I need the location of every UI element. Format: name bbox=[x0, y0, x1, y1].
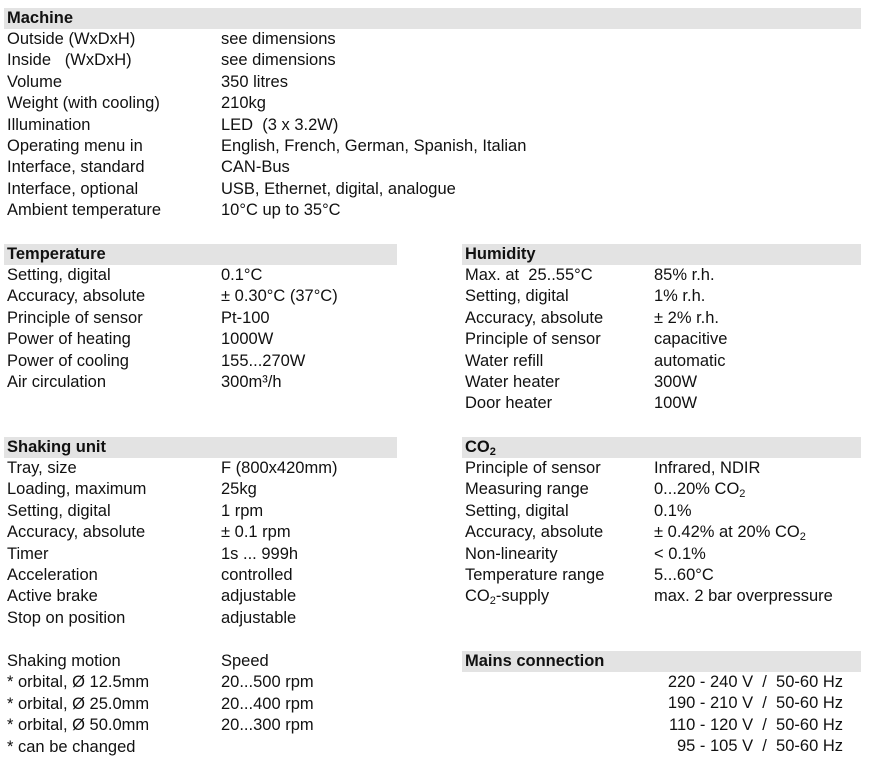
motion-header-label: Shaking motion bbox=[7, 652, 121, 670]
mains-row: 190 - 210 V / 50-60 Hz bbox=[667, 694, 843, 713]
spec-label: Operating menu in bbox=[7, 136, 143, 155]
spec-row bbox=[7, 329, 397, 350]
spec-row bbox=[465, 393, 861, 414]
spec-value-subscript: 2 bbox=[739, 488, 746, 501]
spec-label: Volume bbox=[7, 72, 63, 91]
spec-value: adjustable bbox=[221, 608, 297, 627]
spec-label: Interface, standard bbox=[7, 158, 145, 177]
motion-note: * can be changed bbox=[7, 737, 136, 756]
spec-row bbox=[465, 286, 861, 307]
spec-label: Principle of sensor bbox=[465, 330, 601, 349]
spec-row bbox=[7, 50, 861, 71]
spec-label: Air circulation bbox=[7, 372, 107, 391]
humidity-section bbox=[462, 244, 861, 415]
spec-row bbox=[7, 265, 397, 286]
spec-row bbox=[465, 544, 861, 565]
spec-value: ± 0.1 rpm bbox=[221, 523, 291, 542]
spec-value: 1% r.h. bbox=[654, 287, 706, 306]
spec-value: ± 2% r.h. bbox=[654, 308, 720, 327]
motion-label: * orbital, Ø 12.5mm bbox=[7, 673, 150, 692]
spec-label: Interface, optional bbox=[7, 179, 139, 198]
spec-row bbox=[7, 179, 861, 200]
machine-section bbox=[4, 8, 861, 222]
spec-row bbox=[7, 200, 861, 221]
spec-row bbox=[7, 136, 861, 157]
spec-label: Power of heating bbox=[7, 330, 131, 349]
spec-value-text: ± 0.42% at 20% CO bbox=[654, 523, 800, 542]
spec-value: controlled bbox=[221, 565, 293, 584]
spec-label: Door heater bbox=[465, 394, 553, 413]
spec-label: Outside (WxDxH) bbox=[7, 30, 136, 48]
spec-label-suffix: -supply bbox=[495, 587, 550, 606]
spec-value: ± 0.30°C (37°C) bbox=[221, 287, 338, 306]
co2-header bbox=[462, 437, 861, 458]
spec-row bbox=[465, 501, 861, 522]
spec-label: Accuracy, absolute bbox=[465, 308, 604, 327]
spec-value: see dimensions bbox=[221, 30, 336, 48]
spec-value: Infrared, NDIR bbox=[654, 459, 761, 477]
spec-value: adjustable bbox=[221, 587, 297, 606]
spec-value: USB, Ethernet, digital, analogue bbox=[221, 179, 456, 198]
motion-row bbox=[7, 694, 397, 715]
spec-label: Measuring range bbox=[465, 480, 589, 499]
spec-label: Accuracy, absolute bbox=[465, 523, 604, 542]
spec-row bbox=[465, 522, 861, 543]
shaking-unit-section bbox=[4, 437, 397, 629]
spec-label: Accuracy, absolute bbox=[7, 523, 146, 542]
spec-value: Pt-100 bbox=[221, 308, 270, 327]
spec-value: 1000W bbox=[221, 330, 274, 349]
spec-row bbox=[465, 351, 861, 372]
spec-value: CAN-Bus bbox=[221, 158, 290, 177]
motion-label: * orbital, Ø 50.0mm bbox=[7, 716, 150, 735]
spec-value: 300W bbox=[654, 372, 698, 391]
spec-label: Ambient temperature bbox=[7, 201, 162, 220]
mains-row: 110 - 120 V / 50-60 Hz bbox=[669, 715, 843, 734]
spec-row bbox=[7, 351, 397, 372]
spec-label: Principle of sensor bbox=[7, 308, 143, 327]
spec-label: Active brake bbox=[7, 587, 98, 606]
motion-header-value: Speed bbox=[221, 652, 269, 670]
shaking-unit-header: Shaking unit bbox=[4, 437, 397, 458]
spec-row bbox=[7, 157, 861, 178]
spec-label: Principle of sensor bbox=[465, 459, 601, 477]
temperature-section bbox=[4, 244, 397, 393]
spec-row bbox=[7, 93, 861, 114]
co2-section bbox=[462, 437, 861, 608]
spec-label: Illumination bbox=[7, 115, 91, 134]
spec-row bbox=[7, 522, 397, 543]
mains-connection-header: Mains connection bbox=[462, 651, 861, 672]
motion-value: 20...500 rpm bbox=[221, 673, 314, 692]
spec-label: Acceleration bbox=[7, 565, 98, 584]
spec-label: Power of cooling bbox=[7, 351, 129, 370]
spec-value: 100W bbox=[654, 394, 698, 413]
spec-label: Timer bbox=[7, 544, 49, 563]
spec-label-subscript: 2 bbox=[489, 595, 496, 608]
spec-value bbox=[654, 522, 806, 543]
motion-value: 20...400 rpm bbox=[221, 694, 314, 713]
spec-value: see dimensions bbox=[221, 51, 336, 70]
spec-label: Temperature range bbox=[465, 565, 605, 584]
machine-header: Machine bbox=[4, 8, 861, 29]
spec-value-subscript: 2 bbox=[799, 531, 806, 544]
spec-value: 350 litres bbox=[221, 72, 288, 91]
spec-row bbox=[465, 265, 861, 286]
spec-value: 10°C up to 35°C bbox=[221, 201, 341, 220]
motion-row bbox=[7, 672, 397, 693]
spec-label: Setting, digital bbox=[465, 287, 569, 306]
spec-value: 1 rpm bbox=[221, 501, 264, 520]
spec-row bbox=[7, 115, 861, 136]
spec-label: Max. at 25..55°C bbox=[465, 266, 593, 284]
spec-value: max. 2 bar overpressure bbox=[654, 587, 833, 606]
motion-row bbox=[7, 715, 397, 736]
spec-value: 85% r.h. bbox=[654, 266, 715, 284]
spec-row bbox=[7, 479, 397, 500]
spec-label: Setting, digital bbox=[465, 501, 569, 520]
spec-row bbox=[7, 72, 861, 93]
spec-value bbox=[654, 479, 745, 500]
spec-row bbox=[7, 565, 397, 586]
spec-label: Tray, size bbox=[7, 459, 77, 477]
spec-value: capacitive bbox=[654, 330, 728, 349]
spec-value: LED (3 x 3.2W) bbox=[221, 115, 339, 134]
spec-row bbox=[7, 501, 397, 522]
spec-row bbox=[7, 308, 397, 329]
spec-value: English, French, German, Spanish, Italian bbox=[221, 136, 527, 155]
spec-value: 1s ... 999h bbox=[221, 544, 299, 563]
spec-value: 210kg bbox=[221, 94, 266, 113]
motion-label: * orbital, Ø 25.0mm bbox=[7, 694, 150, 713]
spec-label: Inside (WxDxH) bbox=[7, 51, 132, 70]
spec-label bbox=[465, 586, 549, 607]
spec-label: Accuracy, absolute bbox=[7, 287, 146, 306]
spec-label: Stop on position bbox=[7, 608, 126, 627]
spec-value-text: 0...20% CO bbox=[654, 480, 740, 499]
spec-value: 300m³/h bbox=[221, 372, 282, 391]
spec-label: Non-linearity bbox=[465, 544, 558, 563]
spec-label: Setting, digital bbox=[7, 266, 111, 284]
motion-header-row bbox=[7, 651, 397, 672]
temperature-header: Temperature bbox=[4, 244, 397, 265]
spec-row bbox=[7, 608, 397, 629]
spec-row bbox=[7, 586, 397, 607]
spec-value: 155...270W bbox=[221, 351, 306, 370]
spec-row bbox=[465, 372, 861, 393]
co2-title: CO bbox=[465, 438, 490, 456]
spec-row bbox=[465, 329, 861, 350]
spec-row bbox=[7, 29, 861, 50]
spec-label: Water refill bbox=[465, 351, 544, 370]
spec-value: 0.1% bbox=[654, 501, 692, 520]
spec-value: 0.1°C bbox=[221, 266, 263, 284]
spec-label: Weight (with cooling) bbox=[7, 94, 160, 113]
spec-row bbox=[7, 544, 397, 565]
spec-row bbox=[465, 479, 861, 500]
mains-row: 220 - 240 V / 50-60 Hz bbox=[667, 673, 843, 691]
spec-value: < 0.1% bbox=[654, 544, 706, 563]
spec-value: automatic bbox=[654, 351, 726, 370]
mains-connection-section bbox=[462, 651, 861, 758]
humidity-header: Humidity bbox=[462, 244, 861, 265]
spec-label: Setting, digital bbox=[7, 501, 111, 520]
spec-label: Loading, maximum bbox=[7, 480, 147, 499]
spec-value: F (800x420mm) bbox=[221, 459, 338, 477]
shaking-motion-section bbox=[4, 651, 397, 758]
motion-note-row bbox=[7, 737, 397, 758]
spec-row bbox=[465, 586, 861, 607]
mains-row: 95 - 105 V / 50-60 Hz bbox=[676, 737, 843, 756]
spec-row bbox=[465, 565, 861, 586]
spec-row bbox=[465, 308, 861, 329]
spec-row bbox=[7, 458, 397, 479]
spec-label: Water heater bbox=[465, 372, 560, 391]
spec-row bbox=[7, 286, 397, 307]
spec-value: 5...60°C bbox=[654, 565, 714, 584]
spec-label-text: CO bbox=[465, 587, 490, 606]
spec-row bbox=[7, 372, 397, 393]
spec-row bbox=[465, 458, 861, 479]
co2-title-subscript: 2 bbox=[489, 446, 496, 458]
motion-value: 20...300 rpm bbox=[221, 716, 314, 735]
spec-value: 25kg bbox=[221, 480, 257, 499]
